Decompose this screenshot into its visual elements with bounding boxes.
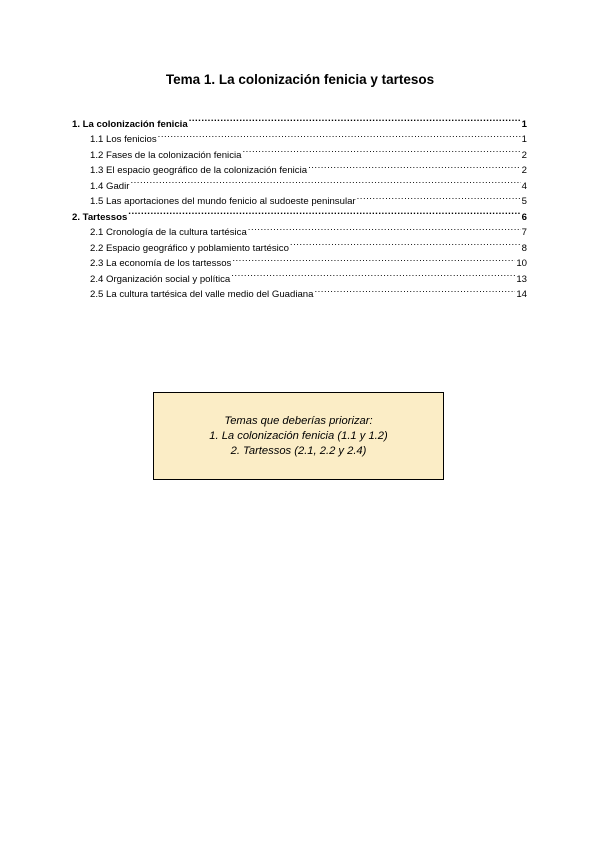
- toc-entry-label: 2.4 Organización social y política: [90, 273, 231, 285]
- toc-leader-dots: [357, 189, 521, 205]
- toc-entry-label: 2.3 La economía de los tartessos: [90, 258, 232, 269]
- priority-note-item: 1. La colonización fenicia (1.1 y 1.2): [209, 430, 388, 442]
- toc-leader-dots: [290, 235, 521, 251]
- toc-leader-dots: [158, 127, 521, 143]
- toc-entry-page: 1: [521, 134, 527, 145]
- toc-leader-dots: [231, 266, 515, 282]
- toc-entry[interactable]: [72, 173, 527, 192]
- toc-leader-dots: [130, 173, 520, 189]
- toc-entry[interactable]: [72, 111, 527, 130]
- toc-leader-dots: [128, 204, 520, 220]
- toc-entry[interactable]: [72, 189, 527, 205]
- toc-entry[interactable]: [72, 220, 527, 236]
- toc-entry-label: 2.1 Cronología de la cultura tartésica: [90, 227, 247, 238]
- priority-note-box: [153, 392, 444, 480]
- toc-entry-page: 13: [516, 273, 527, 285]
- toc-entry-label: 2.2 Espacio geográfico y poblamiento tartésico: [90, 242, 289, 254]
- toc-entry-label: 1. La colonización fenicia: [72, 118, 188, 130]
- toc-leader-dots: [242, 142, 520, 158]
- toc-entry-page: 8: [521, 242, 527, 254]
- table-of-contents: [72, 111, 527, 300]
- toc-entry-label: 1.4 Gadir: [90, 180, 130, 192]
- toc-entry-page: 2: [521, 149, 527, 161]
- toc-entry-label: 2. Tartessos: [72, 211, 128, 223]
- toc-entry-page: 10: [516, 258, 527, 269]
- toc-entry-page: 14: [516, 289, 527, 300]
- toc-entry[interactable]: [72, 204, 527, 223]
- toc-leader-dots: [248, 220, 521, 236]
- page-title: Tema 1. La colonización fenicia y tartesos: [165, 72, 435, 87]
- toc-leader-dots: [189, 111, 521, 127]
- toc-leader-dots: [232, 251, 515, 267]
- toc-entry-page: 5: [521, 196, 527, 207]
- toc-entry-label: 1.2 Fases de la colonización fenicia: [90, 149, 242, 161]
- priority-note-heading: Temas que deberías priorizar:: [224, 415, 373, 427]
- toc-entry-page: 1: [521, 118, 527, 130]
- toc-entry-label: 1.3 El espacio geográfico de la colonización fenicia: [90, 165, 308, 176]
- toc-entry-label: 2.5 La cultura tartésica del valle medio del Guadiana: [90, 289, 314, 300]
- toc-leader-dots: [308, 158, 521, 174]
- toc-leader-dots: [314, 282, 515, 298]
- priority-note-item: 2. Tartessos (2.1, 2.2 y 2.4): [230, 445, 367, 457]
- toc-entry-label: 1.1 Los fenicios: [90, 134, 157, 145]
- toc-entry-page: 4: [521, 180, 527, 192]
- toc-entry-label: 1.5 Las aportaciones del mundo fenicio al sudoeste peninsular: [90, 196, 356, 207]
- toc-entry-page: 2: [521, 165, 527, 176]
- toc-entry-page: 7: [521, 227, 527, 238]
- toc-entry-page: 6: [521, 211, 527, 223]
